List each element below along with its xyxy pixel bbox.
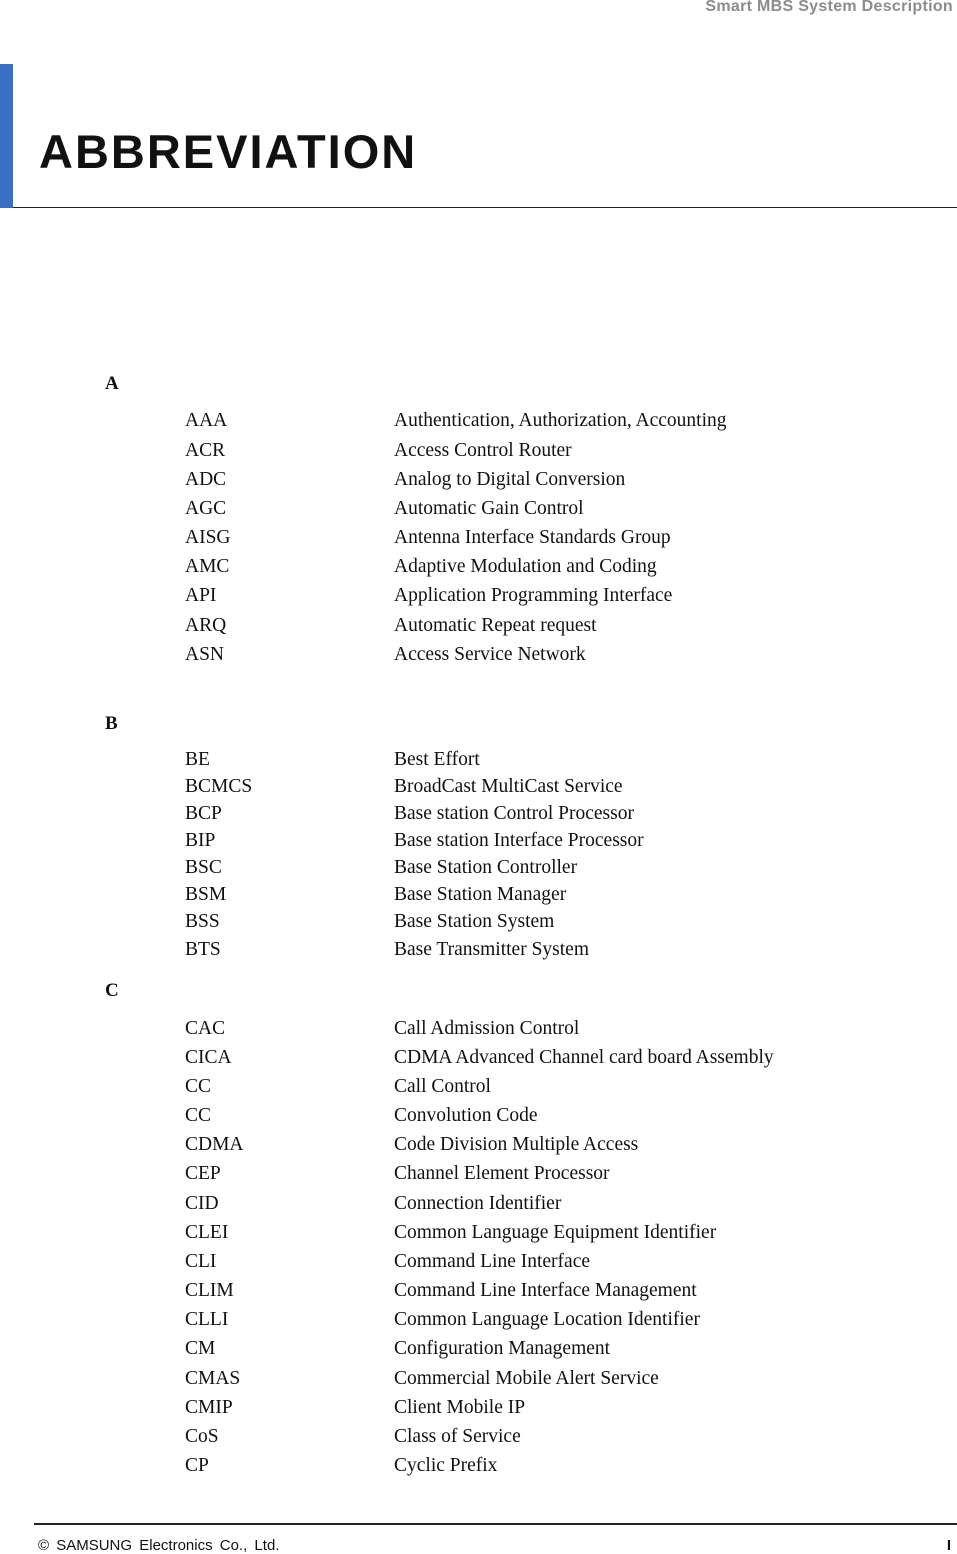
abbr-term: BCP	[185, 803, 222, 824]
abbr-definition: Access Service Network	[394, 644, 586, 665]
abbr-definition: Code Division Multiple Access	[394, 1134, 639, 1155]
page-number: I	[946, 1537, 951, 1554]
abbr-definition: Access Control Router	[394, 440, 572, 461]
abbr-definition: Automatic Repeat request	[394, 615, 597, 636]
abbr-definition: Call Control	[394, 1076, 491, 1097]
abbr-definition: Application Programming Interface	[394, 585, 673, 606]
abbr-definition: Connection Identifier	[394, 1193, 562, 1214]
abbr-definition: Authentication, Authorization, Accounting	[394, 410, 727, 431]
running-header: Smart MBS System Description	[705, 0, 953, 15]
abbr-term: AMC	[185, 556, 230, 577]
abbr-term: BIP	[185, 830, 216, 851]
title-divider	[13, 207, 957, 208]
abbr-term: BE	[185, 749, 210, 770]
abbr-definition: CDMA Advanced Channel card board Assembly	[394, 1047, 774, 1068]
abbr-definition: Call Admission Control	[394, 1018, 580, 1039]
abbr-term: ASN	[185, 644, 225, 665]
abbr-definition: Channel Element Processor	[394, 1163, 610, 1184]
abbr-term: ACR	[185, 440, 226, 461]
abbr-term: CID	[185, 1193, 219, 1214]
abbr-term: CEP	[185, 1163, 221, 1184]
abbr-term: AISG	[185, 527, 231, 548]
abbr-definition: Class of Service	[394, 1426, 521, 1447]
abbr-term: CM	[185, 1338, 216, 1359]
abbr-definition: Convolution Code	[394, 1105, 538, 1126]
abbr-definition: Commercial Mobile Alert Service	[394, 1368, 659, 1389]
abbr-term: CLI	[185, 1251, 217, 1272]
abbr-term: API	[185, 585, 217, 606]
footer-copyright: © SAMSUNG Electronics Co., Ltd.	[38, 1537, 280, 1554]
abbr-definition: Adaptive Modulation and Coding	[394, 556, 657, 577]
abbr-term: BTS	[185, 939, 221, 960]
section-letter: B	[105, 713, 118, 734]
abbr-definition: Base station Control Processor	[394, 803, 634, 824]
abbr-term: CMIP	[185, 1397, 233, 1418]
abbr-term: BSM	[185, 884, 227, 905]
abbr-term: CLLI	[185, 1309, 229, 1330]
abbr-definition: Common Language Equipment Identifier	[394, 1222, 717, 1243]
abbr-term: CLIM	[185, 1280, 234, 1301]
abbr-definition: Best Effort	[394, 749, 480, 770]
abbr-term: CDMA	[185, 1134, 244, 1155]
abbr-definition: Configuration Management	[394, 1338, 611, 1359]
abbr-term: AGC	[185, 498, 227, 519]
section-letter: C	[105, 980, 119, 1001]
abbr-definition: Command Line Interface	[394, 1251, 590, 1272]
abbr-term: BCMCS	[185, 776, 253, 797]
abbr-term: CLEI	[185, 1222, 229, 1243]
abbr-definition: BroadCast MultiCast Service	[394, 776, 623, 797]
abbr-definition: Base Station System	[394, 911, 555, 932]
abbr-term: BSC	[185, 857, 222, 878]
title-accent-bar	[0, 64, 13, 208]
footer-divider	[34, 1523, 957, 1525]
abbr-term: AAA	[185, 410, 228, 431]
abbr-definition: Analog to Digital Conversion	[394, 469, 626, 490]
abbr-definition: Base Transmitter System	[394, 939, 590, 960]
abbr-term: ARQ	[185, 615, 227, 636]
abbr-term: CoS	[185, 1426, 219, 1447]
abbr-definition: Base station Interface Processor	[394, 830, 644, 851]
section-letter: A	[105, 373, 119, 394]
abbr-term: CICA	[185, 1047, 232, 1068]
abbr-term: ADC	[185, 469, 227, 490]
abbr-term: BSS	[185, 911, 220, 932]
abbr-term: CC	[185, 1105, 212, 1126]
abbr-definition: Base Station Manager	[394, 884, 567, 905]
abbr-definition: Base Station Controller	[394, 857, 578, 878]
abbr-term: CP	[185, 1455, 209, 1476]
abbr-definition: Automatic Gain Control	[394, 498, 584, 519]
abbr-definition: Command Line Interface Management	[394, 1280, 697, 1301]
abbr-term: CAC	[185, 1018, 226, 1039]
abbr-definition: Antenna Interface Standards Group	[394, 527, 671, 548]
abbr-definition: Client Mobile IP	[394, 1397, 526, 1418]
abbr-term: CC	[185, 1076, 212, 1097]
page-title: ABBREVIATION	[39, 125, 418, 178]
abbr-definition: Cyclic Prefix	[394, 1455, 498, 1476]
abbr-term: CMAS	[185, 1368, 241, 1389]
abbr-definition: Common Language Location Identifier	[394, 1309, 700, 1330]
